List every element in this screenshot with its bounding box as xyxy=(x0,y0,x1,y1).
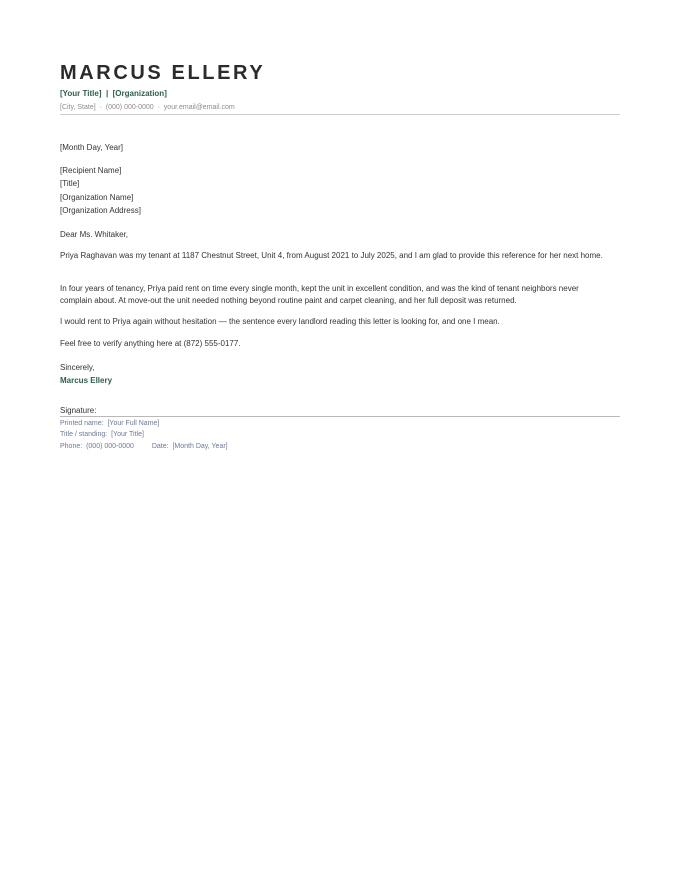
recipient-title: [Title] xyxy=(60,179,80,188)
date-value: [Month Day, Year] xyxy=(172,443,228,450)
body-paragraph: I would rent to Priya again without hesitation — the sentence every landlord reading this letter is looking for, and one I mean. xyxy=(60,317,500,326)
salutation: Dear Ms. Whitaker, xyxy=(60,230,129,239)
phone-label: Phone: xyxy=(60,443,83,450)
signature-label: Signature: xyxy=(60,406,97,415)
recipient-name: [Recipient Name] xyxy=(60,166,122,175)
contact-separator: · xyxy=(99,104,102,111)
title-separator: | xyxy=(105,89,109,98)
signature-line xyxy=(60,416,620,417)
body-paragraph: Priya Raghavan was my tenant at 1187 Chestnut Street, Unit 4, from August 2021 to July 2025, and I am glad to provide this reference for her next home. xyxy=(60,251,603,260)
contact-separator: · xyxy=(157,104,160,111)
title-placeholder: [Your Title] xyxy=(60,89,102,98)
body-paragraph: Feel free to verify anything here at (872) 555-0177. xyxy=(60,339,241,348)
signer-name: Marcus Ellery xyxy=(60,376,113,385)
phone-date-row xyxy=(60,443,228,450)
contact-phone: (000) 000-0000 xyxy=(105,104,154,111)
title-standing-label: Title / standing: xyxy=(60,431,108,438)
organization-placeholder: [Organization] xyxy=(112,89,167,98)
letterhead-title-line xyxy=(60,89,167,98)
letter-date: [Month Day, Year] xyxy=(60,143,123,152)
closing: Sincerely, xyxy=(60,363,95,372)
printed-name-row xyxy=(60,420,159,427)
letterhead-contact-line xyxy=(60,104,235,111)
title-standing-row xyxy=(60,431,144,438)
recipient-organization-name: [Organization Name] xyxy=(60,193,134,202)
date-label: Date: xyxy=(151,443,169,450)
contact-email: your.email@email.com xyxy=(163,104,235,111)
header-divider xyxy=(60,114,620,115)
contact-city: [City, State] xyxy=(60,104,96,111)
body-paragraph: In four years of tenancy, Priya paid rent on time every single month, kept the unit in excellent condition, and was the kind of tenant neighbors never complain about. At move-out the unit needed nothing beyond routine paint and carpet cleaning, and her full deposit was returned. xyxy=(60,284,579,305)
printed-name-value: [Your Full Name] xyxy=(107,420,160,427)
letterhead-name: MARCUS ELLERY xyxy=(60,62,266,84)
printed-name-label: Printed name: xyxy=(60,420,104,427)
title-standing-value: [Your Title] xyxy=(111,431,144,438)
recipient-organization-address: [Organization Address] xyxy=(60,206,141,215)
phone-value: (000) 000-0000 xyxy=(86,443,134,450)
